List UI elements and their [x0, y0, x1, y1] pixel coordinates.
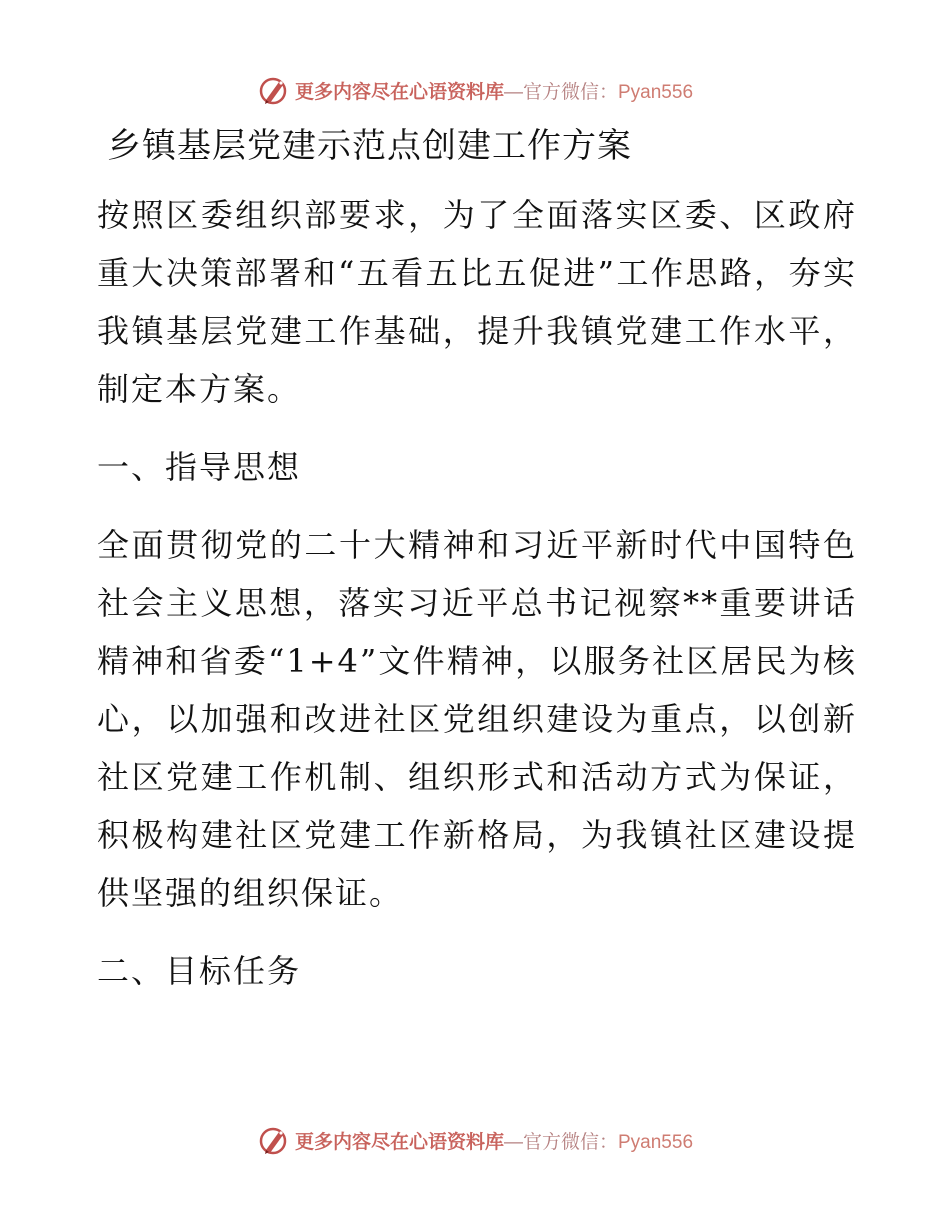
- watermark-text-part2: —官方微信：: [503, 81, 618, 103]
- watermark-text: [295, 77, 693, 104]
- document-body: [97, 118, 857, 1020]
- watermark-text-part1: 更多内容尽在心语资料库: [294, 1131, 504, 1153]
- pen-logo-icon: [257, 1124, 289, 1156]
- document-title: 乡镇基层党建示范点创建工作方案: [107, 126, 632, 166]
- pen-logo-icon: [257, 74, 289, 106]
- watermark-text: [295, 1127, 693, 1154]
- header-watermark-banner: [0, 70, 950, 110]
- watermark-inner: [257, 74, 693, 106]
- section-heading-targets: 二、目标任务: [97, 952, 302, 990]
- watermark-text-part1: 更多内容尽在心语资料库: [294, 81, 504, 103]
- watermark-text-part3: Pyan556: [618, 1131, 694, 1153]
- intro-paragraph: 按照区委组织部要求，为了全面落实区委、区政府重大决策部署和“五看五比五促进”工作思路，夯实我镇基层党建工作基础，提升我镇党建工作水平，制定本方案。: [97, 196, 857, 408]
- footer-watermark-banner: [0, 1120, 950, 1160]
- section-heading-guiding-ideology: 一、指导思想: [97, 448, 302, 486]
- watermark-text-part3: Pyan556: [618, 81, 694, 103]
- watermark-text-part2: —官方微信：: [503, 1131, 618, 1153]
- section-body-guiding-ideology: 全面贯彻党的二十大精神和习近平新时代中国特色社会主义思想，落实习近平总书记视察**重要讲话精神和省委“1+4”文件精神，以服务社区居民为核心，以加强和改进社区党组织建设为重点，以创新社区党建工作机制、组织形式和活动方式为保证，积极构建社区党建工作新格局，为我镇社区建设提供坚强的组织保证。: [97, 526, 857, 912]
- watermark-inner: [257, 1124, 693, 1156]
